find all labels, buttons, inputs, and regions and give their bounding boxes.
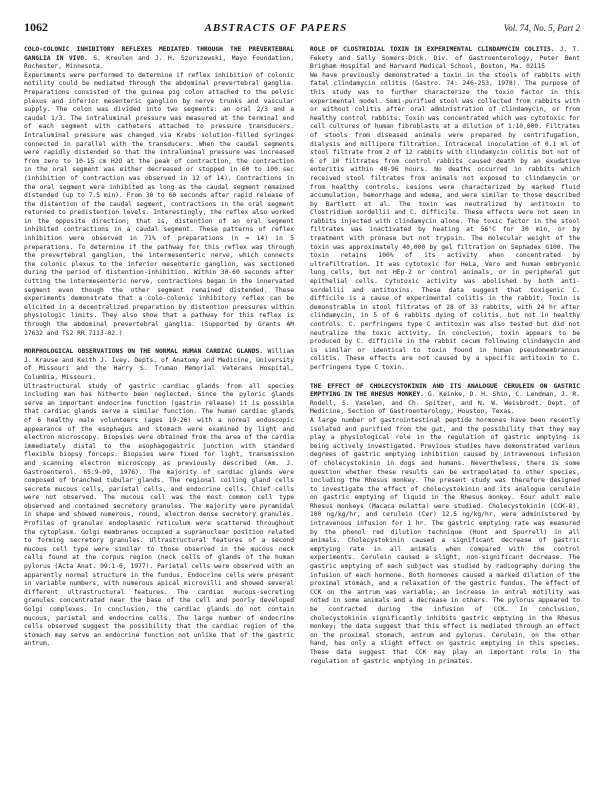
abstract-title: ROLE OF CLOSTRIDIAL TOXIN IN EXPERIMENTAL CLINDAMYCIN COLITIS.	[310, 46, 555, 53]
abstract-body: Ultrastructural study of gastric cardiac glands from all species including man has hitherto been neglected. Since the pyloric glands serve an important endocrine function (gastrin release) it is possible that cardiac glands serve a similar function. The human cardiac glands of 6 healthy male volunteers (ages 19-26) with a normal endoscopic appearance of the esophagus and stomach were examined by light and electron microscopy. Biopsies were obtained from the area of the cardia immediately distal to the esophagogastric junction with standard flexible biopsy forceps. Biopsies were fixed for light, transmission and scanning electron microscopy as previously described (Am. J. Gastroenterol. 65:9-09, 1976). The majority of cardiac glands were composed of branched tubular glands. The regional coiling gland cells secrete mucous cells, parietal cells, and endocrine cells. Chief cells were not observed. The mucous cell was the most common cell type observed and contained secretory granules. The majority were pyramidal in shape and showed numerous, round, electron dense secretory granules. Profiles of granular endoplasmic reticulum were scattered throughout the cytoplasm. Golgi membranes occupied a supranuclear position related to forming secretory granules. Ultrastructural features of a second mucous cell type were similar to those observed in the mucous neck cells found at the corpus region (neck cells of glands of the human pylorus (Acta Anat. 99:1-6, 1977). Parietal cells were observed with an apparently normal structure in the fundus. Endocrine cells were present in variable numbers, with numerous apical microvilli and showed several different ultrastructural features. The cardiac mucous-secreting granules concentrated near the base of the cell and poorly developed Golgi complexes. In conclusion, the cardiac glands do not contain mucous, parietal and endocrine cells. The large number of endocrine cells observed suggest the possibility that the cardiac region of the stomach may serve an endocrine function not unlike that of the gastric antrum.	[24, 382, 294, 648]
volume-info: Vol. 74, No. 5, Part 2	[503, 23, 580, 33]
abstract-cardiac-glands	[24, 348, 294, 649]
journal-section-title: ABSTRACTS OF PAPERS	[204, 22, 348, 34]
abstract-authors: William J. Krause and Keith J. Ivey. Depts. of Anatomy and Medicine, University of Missouri and the Harry S. Truman Memorial Veterans Hospital, Columbia, Missouri.	[24, 348, 294, 381]
right-column	[310, 46, 580, 676]
abstract-cholecystokinin-gastric-emptying	[310, 383, 580, 667]
abstract-body: Experiments were performed to determine if reflex inhibition of colonic motility could be mediated through the abdominal prevertebral ganglia. Preparations consisted of the guinea pig colon attached to the pelvic plexus and inferior mesenteric ganglion by nerve trunks and vascular supply. The colon was divided into two segments: an oral 2/3 and a caudal 1/3. The intraluminal pressure was measured at the terminal end of each segment with catheters attached to pressure transducers. Intraluminal pressure was changed via Krebs solution-filled syringes connected in parallel with the transducers. When the caudal segments were rapidly distended so that the intraluminal pressure was increased from zero to 10-15 cm H2O at the peak of contraction, the contraction in the oral segment was either decreased or stopped in 60 to 100 sec (inhibition of contraction was observed in 12 of 14). Contractions in the oral segment were inhibited as long as the caudal segment remained distended (up to 7.5 min). From 30 to 60 seconds after rapid release of the distention of the caudal segment, contractions in the oral segment returned to predistention levels. Interestingly, the reflex also worked in the opposite direction; that is, distention of an oral segment inhibited contractions in a caudal segment. These patterns of reflex inhibition were observed in 71% of preparations (n = 14) in 5 preparations. To determine if the pathway for this reflex was through the prevertebral ganglion, the intermesenteric nerve, which connects the colonic plexus to the inferior mesenteric ganglion, was sectioned during the period of distention-inhibition. Within 30-60 seconds after cutting the intermesenteric nerve, contractions began in the innervated segment even though the other segment remained distended. These experiments demonstrate that a colo-colonic inhibitory reflex can be elicited in a decentralized preparation by distention pressures within physiologic limits. They also show that a pathway for this reflex is through the abdominal prevertebral ganglia. (Supported by Grants AM 17632 and TS2 RR 7113-02.)	[24, 71, 294, 337]
abstract-authors: J. T. Fekety and Sally Somers-Dick. Div. of Gastroenterology, Peter Bent Brigham Hospital and Harvard Medical School, Boston, Ma. 02115	[310, 46, 580, 71]
abstract-title: THE EFFECT OF CHOLECYSTOKININ AND ITS ANALOGUE CERULEIN ON GASTRIC EMPTYING IN THE RHESUS MONKEY.	[310, 382, 580, 399]
left-column	[24, 46, 294, 676]
abstract-title: COLO-COLONIC INHIBITORY REFLEXES MEDIATED THROUGH THE PREVERTEBRAL GANGLIA IN VIVO.	[24, 46, 294, 62]
abstract-colo-colonic-reflexes	[24, 46, 294, 338]
abstract-title: MORPHOLOGICAL OBSERVATIONS ON THE NORMAL HUMAN CARDIAC GLANDS.	[24, 348, 264, 356]
page-number: 1062	[24, 20, 48, 34]
abstract-authors: G. Keinke, D. H. Shin, C. Lendman, J. R. Rodell, S. Vaselen, and Ch. Spitzer, and N. W. Weisbrodt. Dept. of Medicine, Section of Gastroenterology, Houston, Texas.	[310, 391, 580, 416]
abstract-clostridial-toxin	[310, 46, 580, 373]
abstract-body: A large number of gastrointestinal peptide hormones have been recently isolated and purified from the gut, and the possibility that they may play a physiological role in the regulation of gastric emptying is being actively investigated. Previous studies have demonstrated various degrees of gastric emptying inhibition caused by intravenous infusion of cholecystokinin in dogs and humans. Nevertheless, there is some question whether these results can be extrapolated to other species, including the Rhesus monkey. The present study was therefore designed to investigate the effect of cholecystokinin and its analogue cerulein on gastric emptying of liquid in the Rhesus monkey. Four adult male Rhesus monkeys (Macaca mulatta) were studied. Cholecystokinin (CCK-8), 100 ng/kg/hr, and cerulein (Cer) 12.5 ng/kg/hr, were administered by intravenous infusion for 1 hr. The gastric emptying rate was measured by the phenol red dilution technique (Hunt and Spurrell) in all animals. Cholecystokinin caused a significant decrease of gastric emptying rate in all animals when compared with the control experiments. Cerulein caused a slight, non-significant decrease. The gastric emptying of each subject was studied by radiography during the infusion of each hormone. Both hormones caused a marked dilation of the proximal stomach, and a relaxation of the gastric fundus. The effect of CCK on the antrum was variable; an increase in antral motility was noted in some animals and a decrease in others. The pylorus appeared to be contracted during the infusion of CCK. In conclusion, cholecystokinin significantly inhibits gastric emptying in the Rhesus monkey; the data suggest that this effect is mediated through an effect on the proximal stomach, antrum and pylorus. Cerulein, on the other hand, has only a slight effect on gastric emptying in this species. These data suggest that CCK may play an important role in the regulation of gastric emptying in primates.	[310, 416, 580, 665]
abstract-body: We have previously demonstrated a toxin in the stools of rabbits with fatal clindamycin colitis (Gastro. 74: 246-253, 1978). The purpose of this study was to further characterize the toxin factor in this experimental model. Semi-purified stool was collected from rabbits with or without colitis after oral administration of clindamycin, or from healthy control rabbits. Toxin was concentrated which was cytotoxic for cell cultures of human fibroblasts at a dilution of 1:10,000. Filtrates of stools from diseased animals were prepared by centrifugation, dialysis and millipore filtration. Intracecal inoculation of 0.1 ml of stool filtrate from 2 of 12 rabbits with clindamycin colitis but not of 6 of 10 filtrates from control rabbits caused death by an exudative enteritis within 48-96 hours. No deaths occurred in rabbits which received stool filtrates from animals not exposed to clindamycin or from healthy controls. Lesions were characterized by marked fluid accumulation, hemorrhage and edema, and were similar to those described by Bartlett et al. The toxin was neutralized by antitoxin to Clostridium sordellii and C. difficile. These effects were not seen in rabbits injected with clindamycin alone. The toxic factor in the stool filtrates was inactivated by heating at 56°C for 30 min, or by treatment with pronase but not trypsin. The molecular weight of the toxin was approximately 40,000 by gel filtration on Sephadex G100. The toxin retains 100% of its activity when concentrated by ultrafiltration. It was cytotoxic for HeLa, Vero and human embryonic lung cells, but not HEp-2 or control animals, or in peripheral gut epithelial cells. Cytotoxic activity was abolished by both anti-sordellii and antitoxins. These data suggest that toxigenic C. difficile is a cause of experimental colitis in the rabbit. Toxin is demonstrable in stool filtrates of 28 of 33 rabbits, with 24 hr after clindamycin, in 5 of 6 rabbits dying of colitis, but not in healthy controls. C. perfringens type C antitoxin was also tested but did not neutralize the toxic activity. In conclusion, toxin appears to be produced by C. difficile in the rabbit cecum following clindamycin and is similar or identical to toxin found in human pseudomembranous colitis. These effects are not caused by a specific antitoxin to C. perfringens type C toxin.	[310, 71, 580, 371]
running-head	[24, 20, 580, 40]
abstract-authors: S. Kreulen and J. H. Szurszewski, Mayo Foundation, Rochester, Minnesota.	[24, 54, 294, 71]
two-column-body	[24, 46, 580, 676]
